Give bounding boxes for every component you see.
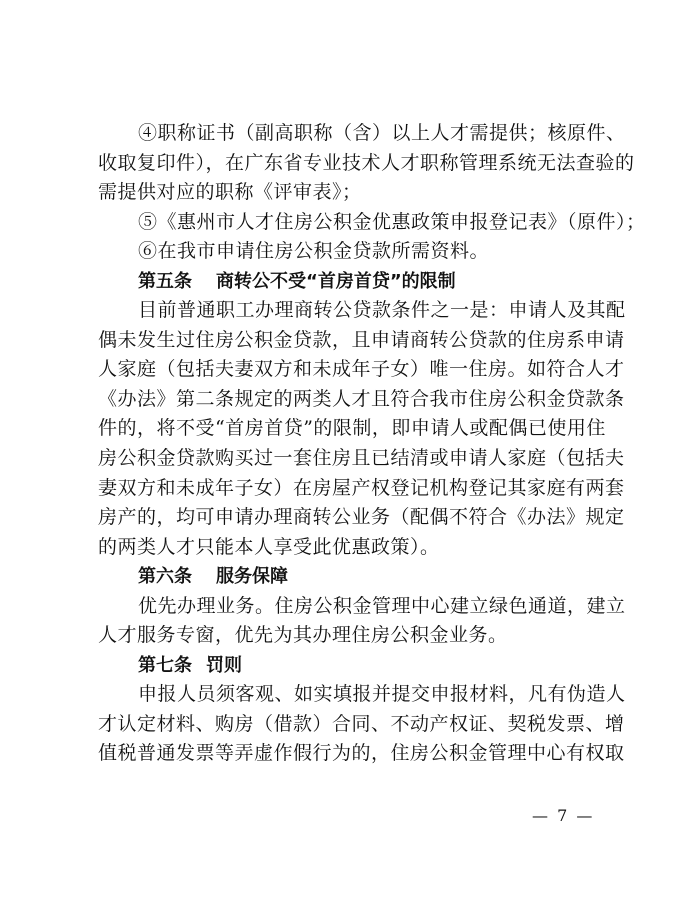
text-line: 房公积金贷款购买过一套住房且已结清或申请人家庭（包括夫 [98,447,625,470]
text-line: 的两类人才只能本人享受此优惠政策）。 [98,535,440,558]
text-line: ⑥在我市申请住房公积金贷款所需资料。 [138,240,490,263]
article-6-heading [98,562,584,592]
article-number: 第五条 [138,270,192,292]
page-number: — 7 — [532,806,595,825]
text-line: 申报人员须客观、如实填报并提交申报材料，凡有伪造人 [138,683,626,706]
text-line: 件的，将不受“首房首贷”的限制，即申请人或配偶已使用住 [98,417,606,440]
document-page [98,119,646,769]
text-line: 房产的，均可申请办理商转公业务（配偶不符合《办法》规定 [98,506,625,529]
text-line: 《办法》第二条规定的两类人才且符合我市住房公积金贷款条 [98,387,625,410]
article-number: 第六条 [138,566,192,588]
article-7-heading [98,651,584,681]
text-line: 人才服务专窗，优先为其办理住房公积金业务。 [98,624,508,647]
text-line: 优先办理业务。住房公积金管理中心建立绿色通道，建立 [138,594,626,617]
text-line: 值税普通发票等弄虚作假行为的，住房公积金管理中心有权取 [98,742,625,765]
article-5-heading [98,267,584,297]
article-title: 罚则 [206,654,242,676]
text-line: 收取复印件），在广东省专业技术人才职称管理系统无法查验的 [98,151,635,174]
article-number: 第七条 [138,654,192,676]
text-line: ④职称证书（副高职称（含）以上人才需提供；核原件、 [138,122,626,144]
text-line: ⑤《惠州市人才住房公积金优惠政策申报登记表》（原件）； [138,210,646,233]
text-line: 人家庭（包括夫妻双方和未成年子女）唯一住房。如符合人才 [98,358,625,381]
text-line: 偶未发生过住房公积金贷款，且申请商转公贷款的住房系申请 [98,328,625,351]
text-line: 妻双方和未成年子女）在房屋产权登记机构登记其家庭有两套 [98,476,625,499]
article-title: 商转公不受“首房首贷”的限制 [216,270,456,292]
text-line: 需提供对应的职称《评审表》； [98,181,362,204]
text-line: 才认定材料、购房（借款）合同、不动产权证、契税发票、增 [98,712,625,735]
article-title: 服务保障 [216,566,288,588]
text-line: 目前普通职工办理商转公贷款条件之一是：申请人及其配 [138,299,626,322]
